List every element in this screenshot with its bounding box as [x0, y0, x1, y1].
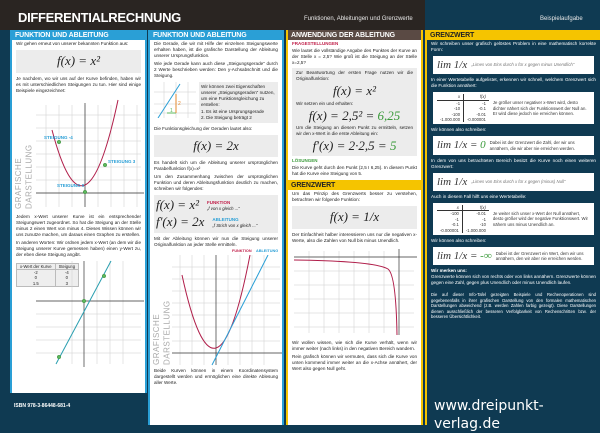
text-equation-intro: Die Funktionsgleichung der Geraden lautet also:: [154, 125, 253, 131]
text-slopes: Je nachdem, wo wir uns auf der Kurve befinden, haben wir es mit unterschiedlichen Steigungen zu tun. Hier sind einige Beispiele eingezeichnet:: [16, 75, 141, 93]
slope-triangle-icon: [154, 82, 196, 118]
column-function-derivative-1: [10, 30, 147, 393]
value-table-box-1: x f(x) -1 -1 -10 -0.1 -100 -0.01 -1.000.000 -0.000001 Je größer unser negativer x-Wert wird, desto dichter nähert sich der Funktionswert der Null an. Er wird diese jedoch nie erreichen können.: [433, 92, 594, 124]
value-table-1: x f(x) -1 -1 -10 -0.1 -100 -0.01 -1.000.000 -0.000001: [437, 94, 489, 122]
limit-box-3: lim 1/x „Limes von Eins durch x für x gegen (minus) Null": [433, 173, 594, 191]
text-determine-slope: Mit der Ableitung können wir nun die Steigung unserer Originalfunktion an jeder Stelle ermitteln.: [154, 236, 278, 248]
text-assignment: Jedem x-Wert unserer Kurve ist ein entsprechender Steigungswert zugeordnet. So hat die Steigung an der Stelle minus 2 einen Wert von minus 4. Dieses Wissen können wir uns zunutze machen, um daraus einen Graphen zu erstellen.: [16, 213, 141, 237]
combined-graph: GRAFISCHE DARSTELLUNG FUNKTION ABLEITUNG: [150, 249, 282, 367]
text-line: Die Gerade, die wir mit Hilfe der einzelnen Steigungswerte erhalten haben, ist die grafische Darstellung der Ableitung unserer Ursprungsfunktion.: [154, 41, 278, 58]
graph-vertical-label: GRAFISCHE DARSTELLUNG: [14, 144, 34, 209]
publisher-website-link[interactable]: www.dreipunkt-verlag.de: [434, 398, 544, 433]
limit-box-2: lim 1/x = 0 Dabei ist der Grenzwert die Zahl, der wir uns annähern, die wir aber nie erreichen werden.: [433, 136, 594, 154]
solution-text: Die Kurve geht durch den Punkt (2,5 I 6,25). In diesem Punkt hat die Kurve eine Steigung von 5.: [292, 165, 417, 177]
limit-box-1: lim 1/x „Limes von Eins durch x für x gegen minus Unendlich": [433, 56, 594, 74]
combined-chart-icon: [162, 255, 284, 367]
page-title: DIFFERENTIALRECHNUNG: [18, 10, 181, 25]
reciprocal-chart-icon: [294, 247, 419, 335]
section-heading: ANWENDUNG DER ABLEITUNG: [288, 30, 421, 40]
example-label: Beispielaufgabe: [540, 16, 583, 22]
question-text: Wie lautet die vollständige Angabe des Punktes der Kurve an der Stelle x = 2,5? Wie groß ist die Steigung an der Stelle x=2,5?: [292, 47, 417, 65]
text-behavior: Wir wollen wissen, wie sich die Kurve verhält, wenn wir immer weiter (nach links) in den negativen Bereich wandern.: [292, 339, 417, 351]
text-approach: Rein grafisch können wir vermuten, dass sich die Kurve von unten kommend immer weiter an die x-Achse annähert, der Wert also gegen Null geht.: [292, 353, 417, 371]
text-other-words: In anderen Worten: Wir ordnen jedem x-Wert (an dem wir die Steigung unserer Kurve gemessen haben) einen y-Wert zu, der eben diese Steigung angibt.: [16, 239, 141, 257]
disclaimer-text: Die auf dieser Info-Tafel gezeigten Beispiele und Rechenoperationen sind gegebenenfalls in ihrer grafischen Darstellung von den formalen mathematischen Darstellungen abweichend (z.B. werden Zahlen farbig gezeigt). Diese Darstellungen dienen ausschließlich der besseren Verfolgbarkeit von Rechenschritten bzw. der besseren Übersichtlichkeit.: [431, 292, 596, 320]
formula-parabola: f(x) = x²: [16, 50, 141, 73]
properties-text-box: Wir können zwei Eigenschaften unserer „Steigungsgeraden" nutzen, um eine Funktionsgleichung zu erstellen: 1. Es ist eine Ursprungsgerade 2. Die Steigung beträgt 2: [199, 82, 278, 123]
text-two-values: Wie jede Gerade kann auch diese „Steigungsgerade" durch 2 Werte beschrieben werden: Den y-Achsabschnitt und die Steigung.: [154, 60, 278, 78]
section-heading: FUNKTION UND ABLEITUNG: [12, 30, 145, 40]
parabola-chart-icon: [16, 95, 146, 213]
text-write: Wir können also schreiben:: [431, 127, 487, 133]
point-label: STEIGUNG -4: [44, 134, 73, 140]
top-bar: [0, 0, 600, 30]
limit-box-4: lim 1/x = -∞ Dabei ist der Grenzwert ein Wert, dem wir uns annähern, den wir aber nie erreichen werden.: [433, 247, 594, 265]
value-table-2: x f(x) -100 -0.01 -1 -1 -0.1 -10 -0.000001 -1.000.000: [437, 205, 489, 233]
graph-vertical-label: GRAFISCHE DARSTELLUNG: [152, 300, 172, 366]
column-limit: [425, 30, 600, 425]
text-table-intro: In einer Wertetabelle aufgelistet, erkennen wir schnell, welchem Grenzwert sich die Funktion annähert:: [431, 77, 596, 89]
text-negative-values: Der Einfachheit halber interessieren uns nur die negativen x-Werte, also die Zahlen von Null bis minus Unendlich.: [292, 231, 417, 243]
top-bar-blue: [425, 0, 600, 30]
formula-line: f(x) = 2x: [154, 135, 278, 158]
section-heading: GRENZWERT: [427, 30, 600, 40]
text-limit-intro: Um das Prinzip des Grenzwerts besser zu verstehen, betrachten wir folgende Funktion:: [292, 191, 417, 203]
point-label: STEIGUNG 0: [57, 182, 85, 188]
formula-reciprocal: f(x) = 1/x: [292, 206, 417, 229]
function-derivative-box: f(x) = x² FUNKTION „f von x gleich ..." f'(x) = 2x ABLEITUNG „f Strich von x gleich ...": [154, 195, 278, 233]
column-function-derivative-2: [148, 30, 284, 425]
solutions-label: LÖSUNGEN: [292, 158, 318, 164]
calculation-box: Zur Beantwortung der ersten Frage nutzen wir die Originalfunktion: f(x) = x² Wir setzen ein und erhalten: f(x) = 2,5² = 6,25 Um die Steigung an diesem Punkt zu ermitteln, setzen wir den x-Wert in die erste Ableitung ein: f'(x) = 2·2,5 = 5: [292, 68, 417, 157]
remember-label: Wir merken uns:: [431, 268, 467, 274]
questions-label: FRAGESTELLUNGEN: [292, 41, 339, 46]
remember-text: Grenzwerte können sich von rechts oder von links annähern. Grenzwerte können gegen eine Zahl, gegen plus Unendlich oder minus Unendlich laufen.: [431, 274, 596, 286]
section-heading: FUNKTION UND ABLEITUNG: [150, 30, 282, 40]
properties-box: [154, 82, 278, 123]
intro-text: Wir gehen erneut von unserer bekannten Funktion aus:: [16, 41, 129, 46]
text-second-limit: In dem von uns betrachteten Bereich besitzt die Kurve noch einen weiteren Grenzwert:: [431, 157, 596, 169]
point-label: STEIGUNG 3: [108, 158, 136, 164]
section-heading-limit: GRENZWERT: [288, 180, 421, 190]
text-write-2: Wir können also schreiben:: [431, 238, 487, 244]
svg-text:1: 1: [170, 107, 173, 114]
text-both-curves: Beide Kurven können in einem Koordinatensystem dargestellt werden und ermöglichen eine direkte Ablesung aller Werte.: [154, 368, 278, 385]
isbn-label: ISBN 978-3-86448-681-4: [14, 403, 71, 409]
svg-text:2: 2: [178, 100, 181, 107]
slope-line-chart-icon: [16, 259, 146, 369]
page-subtitle: Funktionen, Ableitungen und Grenzwerte: [304, 16, 413, 22]
text-formal: Wir schreiben unser grafisch gelöstes Problem in eine mathematisch korrekte Form:: [431, 41, 596, 52]
slope-table: x-Wert der Kurve Steigung -2 -4 0 0 1.5 3: [16, 263, 79, 288]
text-table-intro-2: Auch in diesem Fall hilft uns eine Wertetabelle:: [431, 193, 527, 199]
value-table-box-2: x f(x) -100 -0.01 -1 -1 -0.1 -10 -0.000001 -1.000.000 Je weiter sich unser x-Wert der Null annähert, desto größer wird der negative Funktionswert. Wir nähern uns minus Unendlich an.: [433, 203, 594, 235]
slope-graph: [12, 259, 145, 369]
text-relation: Um den Zusammenhang zwischen der ursprünglichen Funktion und deren Ableitungsfunktion deutlich zu machen, schreiben wir folgendes:: [154, 174, 278, 192]
parabola-graph: [12, 95, 145, 213]
column-application: [286, 30, 423, 425]
text-derivative: Es handelt sich um die Ableitung unserer ursprünglichen Parabelfunktion f(x)=x²: [154, 160, 278, 172]
